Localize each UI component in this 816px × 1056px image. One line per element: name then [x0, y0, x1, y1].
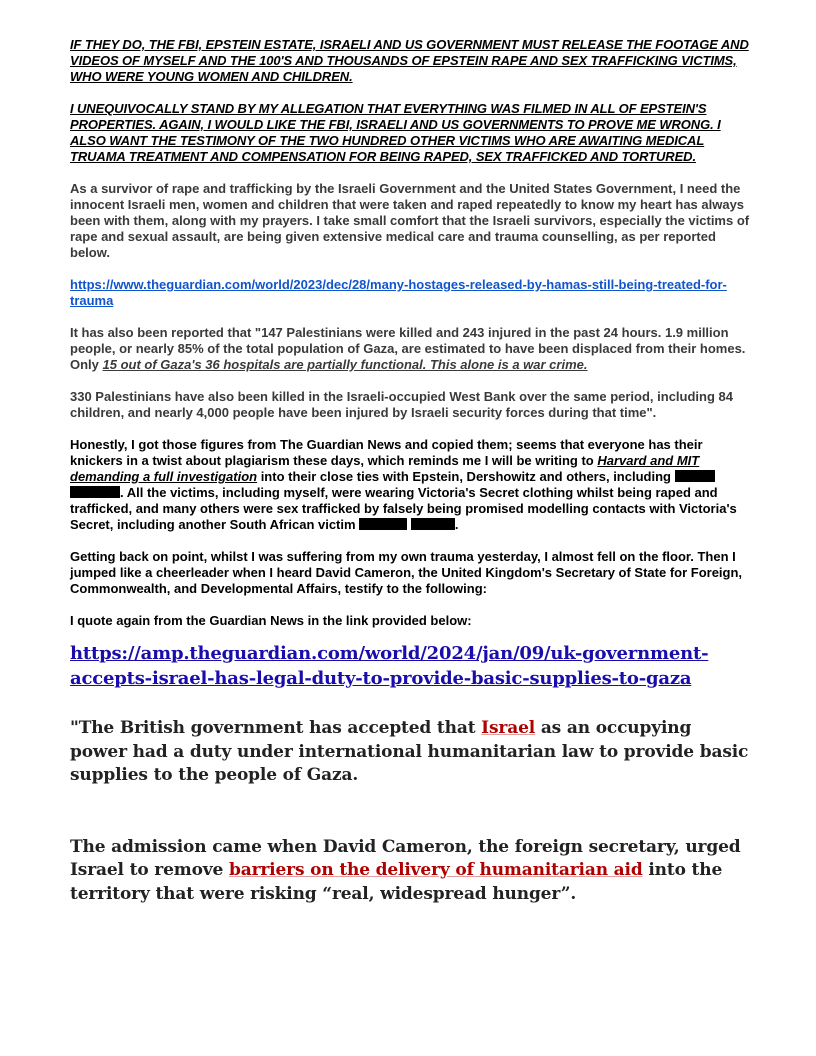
- quote-2-before: The admission came when David Cameron, the foreign secretary, urged Israel to remove: [70, 836, 741, 880]
- humanitarian-aid-link[interactable]: barriers on the delivery of humanitarian aid: [228, 860, 643, 880]
- allegation-paragraph-1: IF THEY DO, THE FBI, EPSTEIN ESTATE, ISRAELI AND US GOVERNMENT MUST RELEASE THE FOOTAGE AND VIDEOS OF MYSELF AND THE 100'S AND THOUSANDS OF EPSTEIN RAPE AND SEX TRAFFICKING VICTIMS, WHO WERE YOUNG WOMEN AND CHILDREN.: [70, 37, 749, 84]
- survivor-paragraph: As a survivor of rape and trafficking by the Israeli Government and the United States Government, I need the innocent Israeli men, women and children that were taken and raped repeatedly to know my heart has always been with them, along with my prayers. I take small comfort that the Israeli survivors, especially the victims of rape and sexual assault, are being given extensive medical care and trauma counselling, as per reported below.: [70, 181, 750, 260]
- plagiarism-paragraph: [70, 437, 750, 533]
- quote-1-before: "The British government has accepted that: [70, 718, 482, 738]
- guardian-link-hostages-paragraph: [70, 277, 750, 309]
- israel-link[interactable]: Israel: [481, 718, 536, 738]
- guardian-link-hostages[interactable]: https://www.theguardian.com/world/2023/dec/28/many-hostages-released-by-hamas-still-being-treated-for-trauma: [70, 277, 727, 308]
- quote-1-after: as an occupying power had a duty under international humanitarian law to provide basic supplies to the people of Gaza.: [70, 718, 749, 785]
- plagiarism-text-2: into their close ties with Epstein, Dershowitz and others, including: [257, 469, 675, 484]
- gaza-figures-paragraph: [70, 325, 750, 373]
- plagiarism-text-3: . All the victims, including myself, were wearing Victoria's Secret clothing whilst being raped and trafficked, and many others were sex trafficked by falsely being promised modelling contacts with Victoria's Secret, including another South African victim: [70, 485, 737, 532]
- document-page: [70, 37, 750, 906]
- quote-british-government: [70, 717, 750, 788]
- quote-intro: I quote again from the Guardian News in the link provided below:: [70, 613, 472, 628]
- redaction-block: [411, 518, 455, 530]
- redaction-block: [70, 486, 120, 498]
- gaza-figures-text: It has also been reported that "147 Palestinians were killed and 243 injured in the past 24 hours. 1.9 million people, or nearly 85% of the total population of Gaza, are estimated to have been displaced from their homes. Only: [70, 325, 746, 372]
- hospitals-emphasis: 15 out of Gaza's 36 hospitals are partially functional. This alone is a war crime.: [102, 357, 588, 372]
- quote-2-after: into the territory that were risking “real, widespread hunger”.: [70, 860, 723, 904]
- guardian-link-supplies-paragraph: [70, 641, 750, 691]
- cameron-paragraph: Getting back on point, whilst I was suffering from my own trauma yesterday, I almost fell on the floor. Then I jumped like a cheerleader when I heard David Cameron, the United Kingdom's Secretary of State for Foreign, Commonwealth, and Developmental Affairs, testify to the following:: [70, 549, 743, 596]
- plagiarism-text-1: Honestly, I got those figures from The Guardian News and copied them; seems that everyone has their knickers in a twist about plagiarism these days, which reminds me I will be writing to: [70, 437, 703, 468]
- guardian-link-supplies[interactable]: https://amp.theguardian.com/world/2024/jan/09/uk-government-accepts-israel-has-legal-duty-to-provide-basic-supplies-to-gaza: [70, 643, 709, 689]
- plagiarism-text-4: .: [454, 517, 459, 532]
- redaction-block: [359, 518, 407, 530]
- harvard-mit-emphasis: Harvard and MIT demanding a full investigation: [70, 453, 700, 484]
- quote-admission: [70, 836, 750, 907]
- allegation-paragraph-2: I UNEQUIVOCALLY STAND BY MY ALLEGATION THAT EVERYTHING WAS FILMED IN ALL OF EPSTEIN'S PROPERTIES. AGAIN, I WOULD LIKE THE FBI, ISRAELI AND US GOVERNMENTS TO PROVE ME WRONG. I ALSO WANT THE TESTIMONY OF THE TWO HUNDRED OTHER VICTIMS WHO ARE AWAITING MEDICAL TRUAMA TREATMENT AND COMPENSATION FOR BEING RAPED, SEX TRAFFICKED AND TORTURED.: [70, 101, 721, 164]
- west-bank-paragraph: 330 Palestinians have also been killed in the Israeli-occupied West Bank over the same period, including 84 children, and nearly 4,000 people have been injured by Israeli security forces during that time".: [70, 389, 733, 420]
- redaction-block: [675, 470, 715, 482]
